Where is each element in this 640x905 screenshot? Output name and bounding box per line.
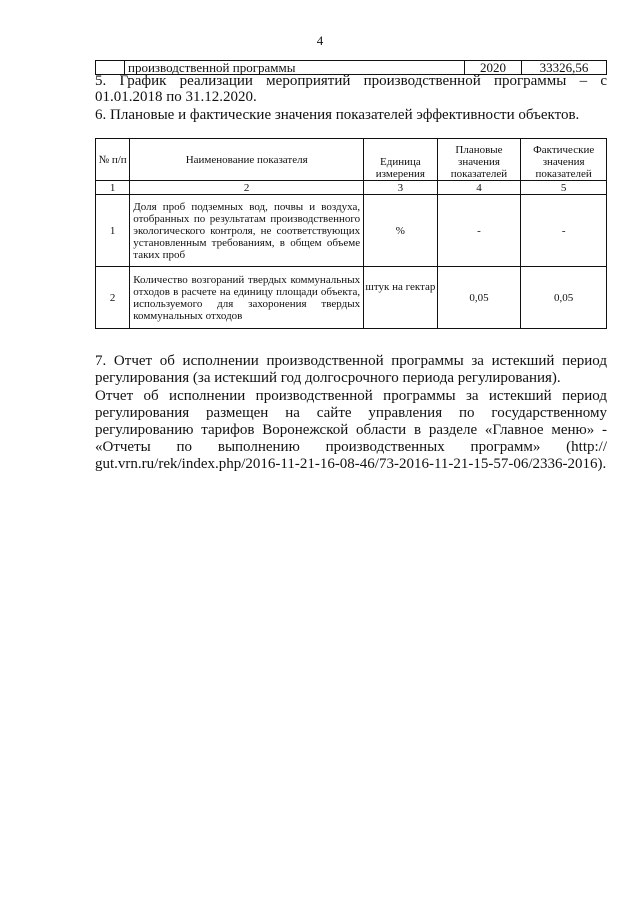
page-number: 4 xyxy=(316,33,324,48)
col-number-5: 5 xyxy=(521,181,607,195)
row1-num: 1 xyxy=(96,195,130,267)
col-number-3: 3 xyxy=(364,181,438,195)
header-name: Наименование показателя xyxy=(130,139,364,181)
row2-name: Количество возгораний твердых коммунальных отходов в расчете на единицу площади объекта, используемого для захоронения твердых коммунальных отходов xyxy=(130,267,364,329)
section6-title: 6. Плановые и фактические значения показателей эффективности объектов. xyxy=(95,107,580,123)
header-num: № п/п xyxy=(96,139,130,181)
report-line2: регулирования размещен на сайте управления по государственному xyxy=(95,405,607,421)
col-number-1: 1 xyxy=(96,181,130,195)
header-unit: Единица измерения xyxy=(364,139,438,181)
report-line5-link[interactable]: gut.vrn.ru/rek/index.php/2016-11-21-16-08-46/73-2016-11-21-15-57-06/2336-2016). xyxy=(95,456,607,472)
header-fact: Фактические значения показателей xyxy=(521,139,607,181)
amount-cell: 33326,56 xyxy=(522,61,607,75)
col-number-2: 2 xyxy=(130,181,364,195)
row1-fact: - xyxy=(521,195,607,267)
report-line3: регулированию тарифов Воронежской области в разделе «Главное меню» - xyxy=(95,422,607,438)
row1-plan: - xyxy=(437,195,521,267)
col-number-4: 4 xyxy=(437,181,521,195)
section7-line2: регулирования (за истекший год долгосрочного периода регулирования). xyxy=(95,370,561,386)
row1-name: Доля проб подземных вод, почвы и воздуха, отобранных по результатам производственного экологического контроля, не соответствующих установленным требованиям, в общем объеме таких проб xyxy=(130,195,364,267)
section5-line1: 5. График реализации мероприятий производственной программы – с xyxy=(95,73,607,89)
program-name-cell: производственной программы xyxy=(125,61,465,75)
row1-unit: % xyxy=(364,195,438,267)
row2-plan: 0,05 xyxy=(437,267,521,329)
row2-unit: штук на гектар xyxy=(364,267,438,329)
section5-line2: 01.01.2018 по 31.12.2020. xyxy=(95,89,257,105)
table-header-row xyxy=(96,139,607,181)
report-line1: Отчет об исполнении производственной программы за истекший период xyxy=(95,388,607,404)
row2-num: 2 xyxy=(96,267,130,329)
table-row xyxy=(96,267,607,329)
year-cell: 2020 xyxy=(465,61,522,75)
row2-fact: 0,05 xyxy=(521,267,607,329)
header-plan: Плановые значения показателей xyxy=(437,139,521,181)
indicators-table xyxy=(95,138,607,329)
section7-line1: 7. Отчет об исполнении производственной программы за истекший период xyxy=(95,353,607,369)
table-row xyxy=(96,195,607,267)
report-line4: «Отчеты по выполнению производственных программ» (http:// xyxy=(95,439,607,455)
column-number-row xyxy=(96,181,607,195)
